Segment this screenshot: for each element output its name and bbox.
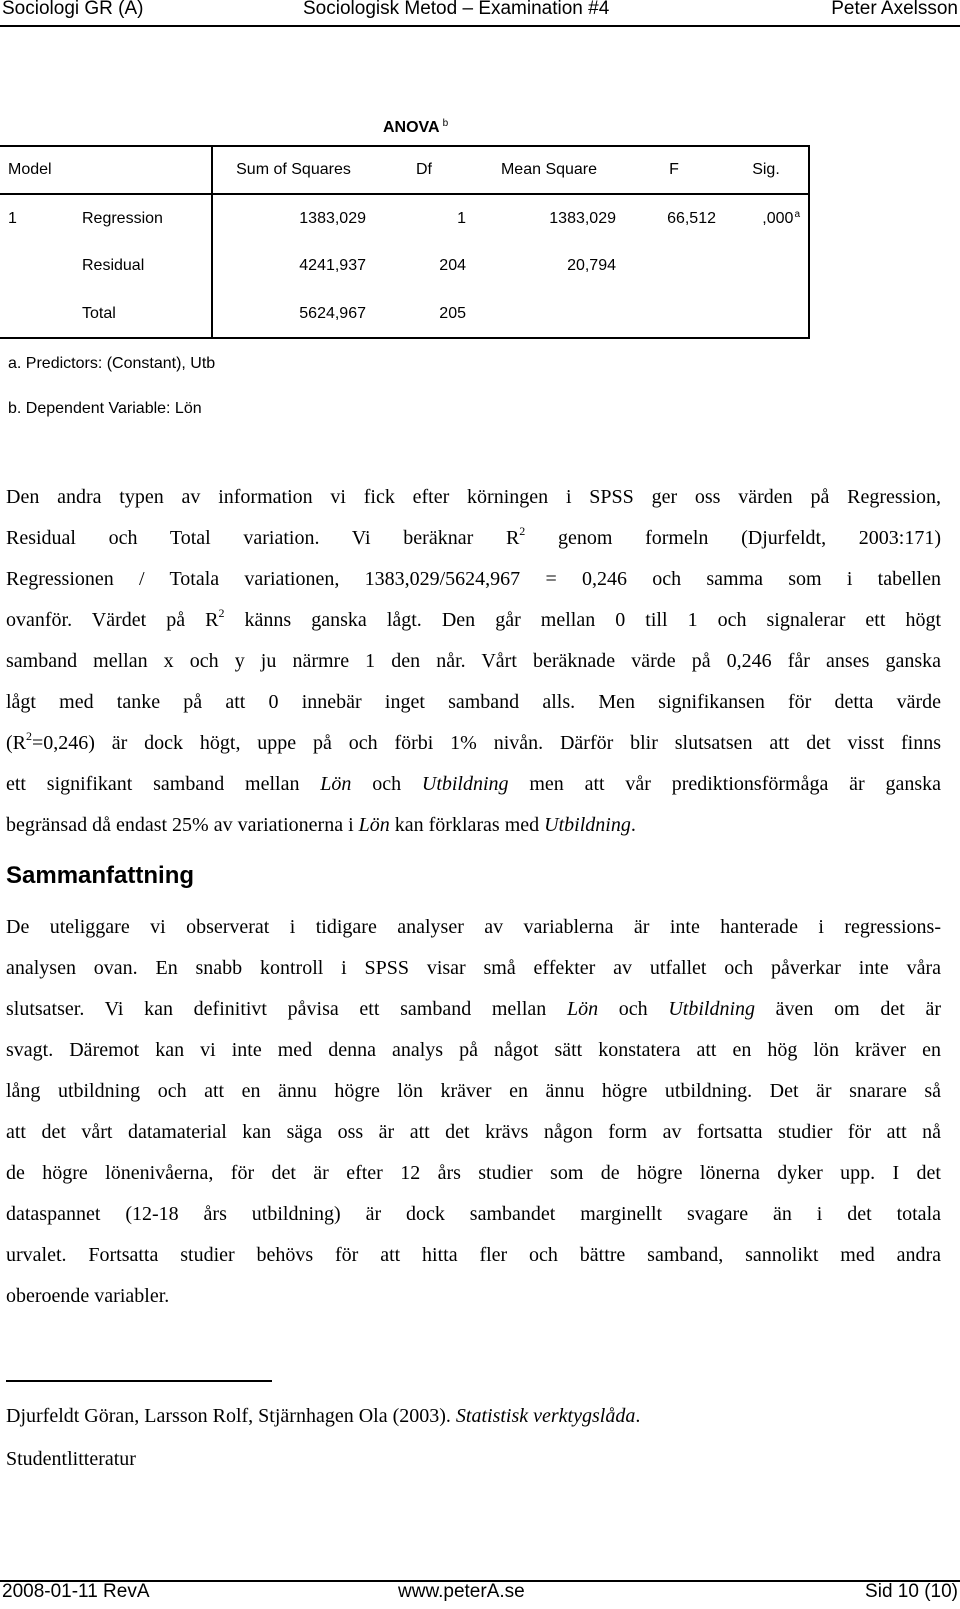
col-f: F <box>624 146 724 194</box>
paragraph-summary <box>6 907 941 1317</box>
reference-publisher: Studentlitteratur <box>6 1448 136 1470</box>
cell-ss: 5624,967 <box>212 290 374 338</box>
row-model-cell: Residual <box>0 242 212 290</box>
header-title: Sociologisk Metod – Examination #4 <box>303 0 610 19</box>
col-df: Df <box>374 146 474 194</box>
text-line: Den andra typen av information vi fick efter körningen i SPSS ger oss värden på Regression, <box>6 486 941 508</box>
text-line: ett signifikant samband mellan Lön och Utbildning men att vår prediktionsförmåga är ganska <box>6 773 942 795</box>
cell-sig: ,000$^a$ <box>724 194 809 242</box>
cell-f: 66,512 <box>667 209 716 227</box>
table-header-row <box>0 146 809 194</box>
header-rule <box>0 25 960 27</box>
col-sum-of-squares: Sum of Squares <box>212 146 374 194</box>
text-line: samband mellan x och y ju närmre 1 den når. Vårt beräknade värde på 0,246 får anses ganska <box>6 650 941 672</box>
reference-entry: Djurfeldt Göran, Larsson Rolf, Stjärnhagen Ola (2003). Statistisk verktygslåda. <box>6 1405 641 1427</box>
row-model-cell: Total <box>0 290 212 338</box>
cell-f <box>624 290 724 338</box>
table-footnote-b: b. Dependent Variable: Lön <box>8 400 202 417</box>
cell-f <box>624 242 724 290</box>
text-line: dataspannet (12-18 års utbildning) är dock sambandet marginellt svagare än i det totala <box>6 1203 941 1225</box>
cell-ms: 20,794 <box>567 257 616 274</box>
cell-df: 204 <box>439 257 466 274</box>
text-line: urvalet. Fortsatta studier behövs för att hitta fler och bättre samband, sannolikt med andra <box>6 1244 941 1266</box>
text-line: slutsatser. Vi kan definitivt påvisa ett samband mellan Lön och Utbildning även om det är <box>6 998 941 1020</box>
text-line: lång utbildning och att en ännu högre lön kräver en ännu högre utbildning. Det är snarare så <box>6 1080 941 1102</box>
footer-date: 2008-01-11 RevA <box>2 1581 150 1602</box>
text-line: Residual och Total variation. Vi beräknar $R^2$ genom formeln (Djurfeldt, 2003:171) <box>6 524 941 549</box>
cell-ms <box>474 290 624 338</box>
text-line: oberoende variabler. <box>6 1285 170 1307</box>
header-course: Sociologi GR (A) <box>2 0 144 19</box>
col-sig: Sig. <box>724 146 809 194</box>
cell-df: 1 <box>457 209 466 227</box>
section-heading: Sammanfattning <box>6 862 195 889</box>
footer-website: www.peterA.se <box>398 1581 525 1602</box>
table-footnote-a: a. Predictors: (Constant), Utb <box>8 355 216 372</box>
table-row <box>0 194 809 242</box>
text-line: de högre lönenivåerna, för det är efter 12 års studier som de högre lönerna dyker upp. I det <box>6 1162 941 1184</box>
cell-ss: 1383,029 <box>299 209 366 227</box>
row-model-cell: 1 Regression <box>0 194 212 242</box>
text-line: lågt med tanke på att 0 innebär inget samband alls. Men signifikansen för detta värde <box>6 691 941 713</box>
text-line: Regressionen / Totala variationen, 1383,029/5624,967 = 0,246 och samma som i tabellen <box>6 568 941 590</box>
table-row <box>0 290 809 338</box>
text-line: analysen ovan. En snabb kontroll i SPSS visar små effekter av utfallet och påverkar inte våra <box>6 957 941 979</box>
text-line: De uteliggare vi observerat i tidigare analyser av variablerna är inte hanterade i regressions- <box>6 916 941 938</box>
anova-table <box>0 145 810 339</box>
col-mean-square: Mean Square <box>474 146 624 194</box>
footer-page-number: Sid 10 (10) <box>865 1581 958 1602</box>
page-header <box>0 0 960 26</box>
cell-ss: 4241,937 <box>299 257 366 274</box>
text-line: ovanför. Värdet på $R^2$ känns ganska lågt. Den går mellan 0 till 1 och signalerar ett högt <box>6 606 941 631</box>
text-line: att det vårt datamaterial kan säga oss är att det krävs någon form av fortsatta studier för att nå <box>6 1121 941 1143</box>
header-author: Peter Axelsson <box>831 0 958 19</box>
cell-ms: 1383,029 <box>549 209 616 227</box>
text-line: begränsad då endast 25% av variationerna i Lön kan förklaras med Utbildning. <box>6 814 636 836</box>
text-line: svagt. Däremot kan vi inte med denna analys på något sätt konstatera att en hög lön kräver en <box>6 1039 941 1061</box>
cell-df: 205 <box>374 290 474 338</box>
reference-rule <box>6 1380 272 1382</box>
cell-sig <box>724 242 809 290</box>
col-model: Model <box>0 146 212 194</box>
anova-title: ANOVA $^b$ <box>383 118 449 136</box>
table-row <box>0 242 809 290</box>
cell-sig <box>724 290 809 338</box>
text-line: $(R^2=0,246)$ är dock högt, uppe på och förbi 1% nivån. Därför blir slutsatsen att det visst finns <box>6 729 941 754</box>
paragraph-r-squared <box>6 477 941 846</box>
